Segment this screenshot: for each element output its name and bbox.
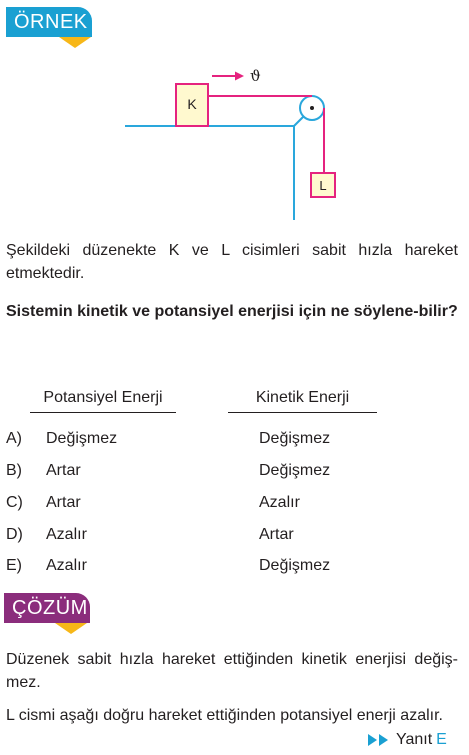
example-badge xyxy=(6,7,92,37)
potential-energy-header: Potansiyel Enerji xyxy=(43,389,163,406)
solution-badge xyxy=(4,593,90,623)
pulley-figure xyxy=(118,60,348,225)
option-potential: Azalır xyxy=(46,557,87,574)
example-badge-tail xyxy=(59,37,91,48)
option-potential: Azalır xyxy=(46,526,87,543)
velocity-arrowhead xyxy=(235,72,244,81)
option-letter: E) xyxy=(6,557,22,574)
question-prompt: Sistemin kinetik ve potansiyel enerjisi için ne söylene-bilir? xyxy=(6,303,458,320)
example-badge-label: ÖRNEK xyxy=(14,10,88,33)
block-l-label: L xyxy=(319,178,327,193)
option-potential: Değişmez xyxy=(46,430,118,447)
option-potential: Artar xyxy=(46,462,81,479)
answer-label: Yanıt xyxy=(396,731,433,748)
option-kinetic: Azalır xyxy=(259,494,300,511)
block-k-label: K xyxy=(187,96,197,112)
answer-value: E xyxy=(436,731,447,748)
velocity-label: ϑ xyxy=(250,67,261,85)
solution-badge-label: ÇÖZÜM xyxy=(12,596,88,619)
solution-badge-tail xyxy=(55,623,87,634)
solution-line-1: Düzenek sabit hızla hareket ettiğinden kinetik enerjisi değiş-mez. xyxy=(6,651,458,691)
kinetic-header-underline xyxy=(228,412,377,413)
potential-header-underline xyxy=(30,412,176,413)
double-arrow-icon xyxy=(368,734,390,746)
option-letter: A) xyxy=(6,430,22,447)
option-kinetic: Değişmez xyxy=(259,462,331,479)
answer xyxy=(368,731,447,749)
option-letter: D) xyxy=(6,526,23,543)
option-letter: B) xyxy=(6,462,22,479)
option-kinetic: Değişmez xyxy=(259,430,331,447)
option-kinetic: Değişmez xyxy=(259,557,331,574)
option-kinetic: Artar xyxy=(259,526,294,543)
kinetic-energy-header: Kinetik Enerji xyxy=(255,389,350,406)
question-text: Şekildeki düzenekte K ve L cisimleri sabit hızla hareket etmektedir. xyxy=(6,242,458,282)
option-letter: C) xyxy=(6,494,23,511)
solution-line-2: L cismi aşağı doğru hareket ettiğinden potansiyel enerji azalır. xyxy=(6,707,443,724)
pulley-axle xyxy=(310,106,314,110)
option-potential: Artar xyxy=(46,494,81,511)
